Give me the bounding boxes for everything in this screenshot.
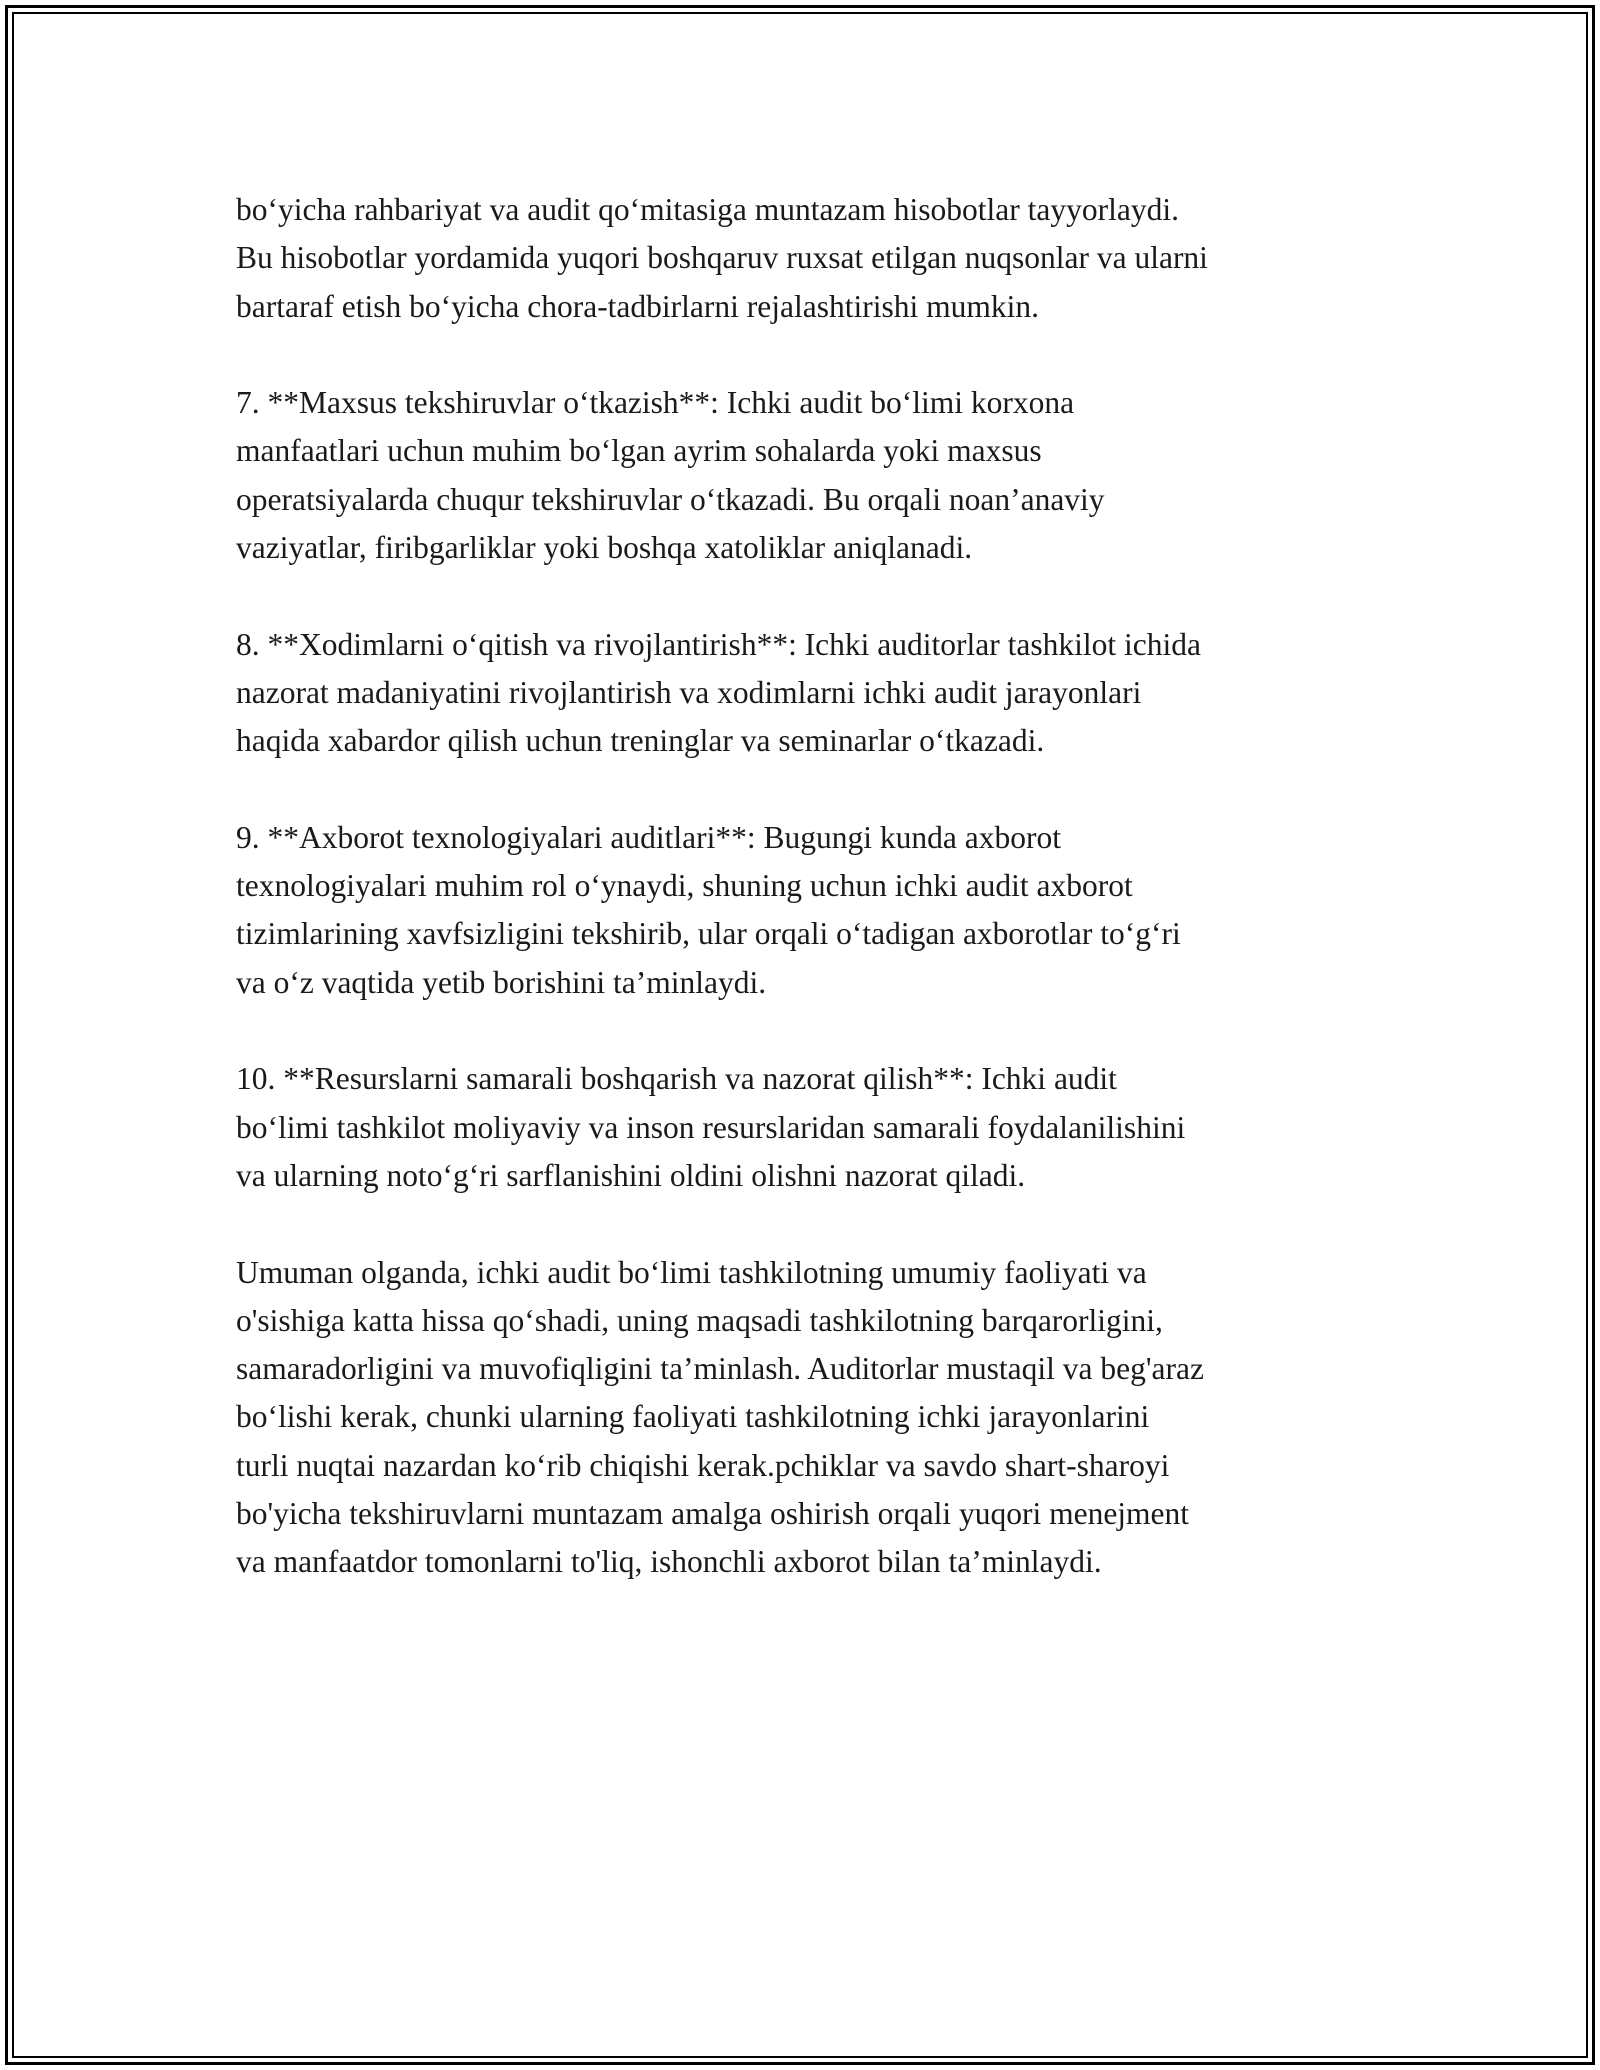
text-line: bo‘lishi kerak, chunki ularning faoliyati tashkilotning ichki jarayonlarini — [236, 1399, 1150, 1435]
text-line: Umuman olganda, ichki audit bo‘limi tashkilotning umumiy faoliyati va — [236, 1254, 1147, 1290]
text-line: va ularning noto‘g‘ri sarflanishini oldini olishni nazorat qiladi. — [236, 1157, 1026, 1193]
text-line: haqida xabardor qilish uchun treninglar va seminarlar o‘tkazadi. — [236, 723, 1045, 759]
text-line: tizimlarining xavfsizligini tekshirib, ular orqali o‘tadigan axborotlar to‘g‘ri — [236, 916, 1181, 952]
text-line: va o‘z vaqtida yetib borishini ta’minlaydi. — [236, 964, 767, 1000]
text-line: o'sishiga katta hissa qo‘shadi, uning maqsadi tashkilotning barqarorligini, — [236, 1302, 1163, 1338]
text-line: turli nuqtai nazardan ko‘rib chiqishi kerak.pchiklar va savdo shart-sharoyi — [236, 1447, 1170, 1483]
text-line: 10. **Resurslarni samarali boshqarish va nazorat qilish**: Ichki audit — [236, 1061, 1117, 1097]
paragraph-item-7 — [236, 379, 1376, 572]
paragraph-item-9 — [236, 814, 1376, 1007]
document-body — [236, 186, 1376, 1635]
text-line: samaradorligini va muvofiqligini ta’minlash. Auditorlar mustaqil va beg'araz — [236, 1351, 1204, 1387]
paragraph-item-10 — [236, 1055, 1376, 1200]
text-line: 7. **Maxsus tekshiruvlar o‘tkazish**: Ichki audit bo‘limi korxona — [236, 385, 1075, 421]
text-line: 8. **Xodimlarni o‘qitish va rivojlantirish**: Ichki auditorlar tashkilot ichida — [236, 626, 1201, 662]
paragraph-conclusion — [236, 1249, 1376, 1587]
text-line: bartaraf etish bo‘yicha chora-tadbirlarni rejalashtirishi mumkin. — [236, 288, 1039, 324]
text-line: Bu hisobotlar yordamida yuqori boshqaruv ruxsat etilgan nuqsonlar va ularni — [236, 240, 1208, 276]
text-line: vaziyatlar, firibgarliklar yoki boshqa xatoliklar aniqlanadi. — [236, 530, 973, 566]
paragraph-intro-continuation — [236, 186, 1376, 331]
text-line: bo‘limi tashkilot moliyaviy va inson resurslaridan samarali foydalanilishini — [236, 1109, 1186, 1145]
text-line: 9. **Axborot texnologiyalari auditlari**: Bugungi kunda axborot — [236, 819, 1061, 855]
text-line: nazorat madaniyatini rivojlantirish va xodimlarni ichki audit jarayonlari — [236, 674, 1142, 710]
text-line: va manfaatdor tomonlarni to'liq, ishonchli axborot bilan ta’minlaydi. — [236, 1544, 1102, 1580]
text-line: texnologiyalari muhim rol o‘ynaydi, shuning uchun ichki audit axborot — [236, 868, 1133, 904]
paragraph-item-8 — [236, 621, 1376, 766]
text-line: bo‘yicha rahbariyat va audit qo‘mitasiga muntazam hisobotlar tayyorlaydi. — [236, 192, 1179, 227]
text-line: bo'yicha tekshiruvlarni muntazam amalga oshirish orqali yuqori menejment — [236, 1496, 1190, 1532]
text-line: manfaatlari uchun muhim bo‘lgan ayrim sohalarda yoki maxsus — [236, 433, 1042, 469]
text-line: operatsiyalarda chuqur tekshiruvlar o‘tkazadi. Bu orqali noan’anaviy — [236, 481, 1105, 517]
